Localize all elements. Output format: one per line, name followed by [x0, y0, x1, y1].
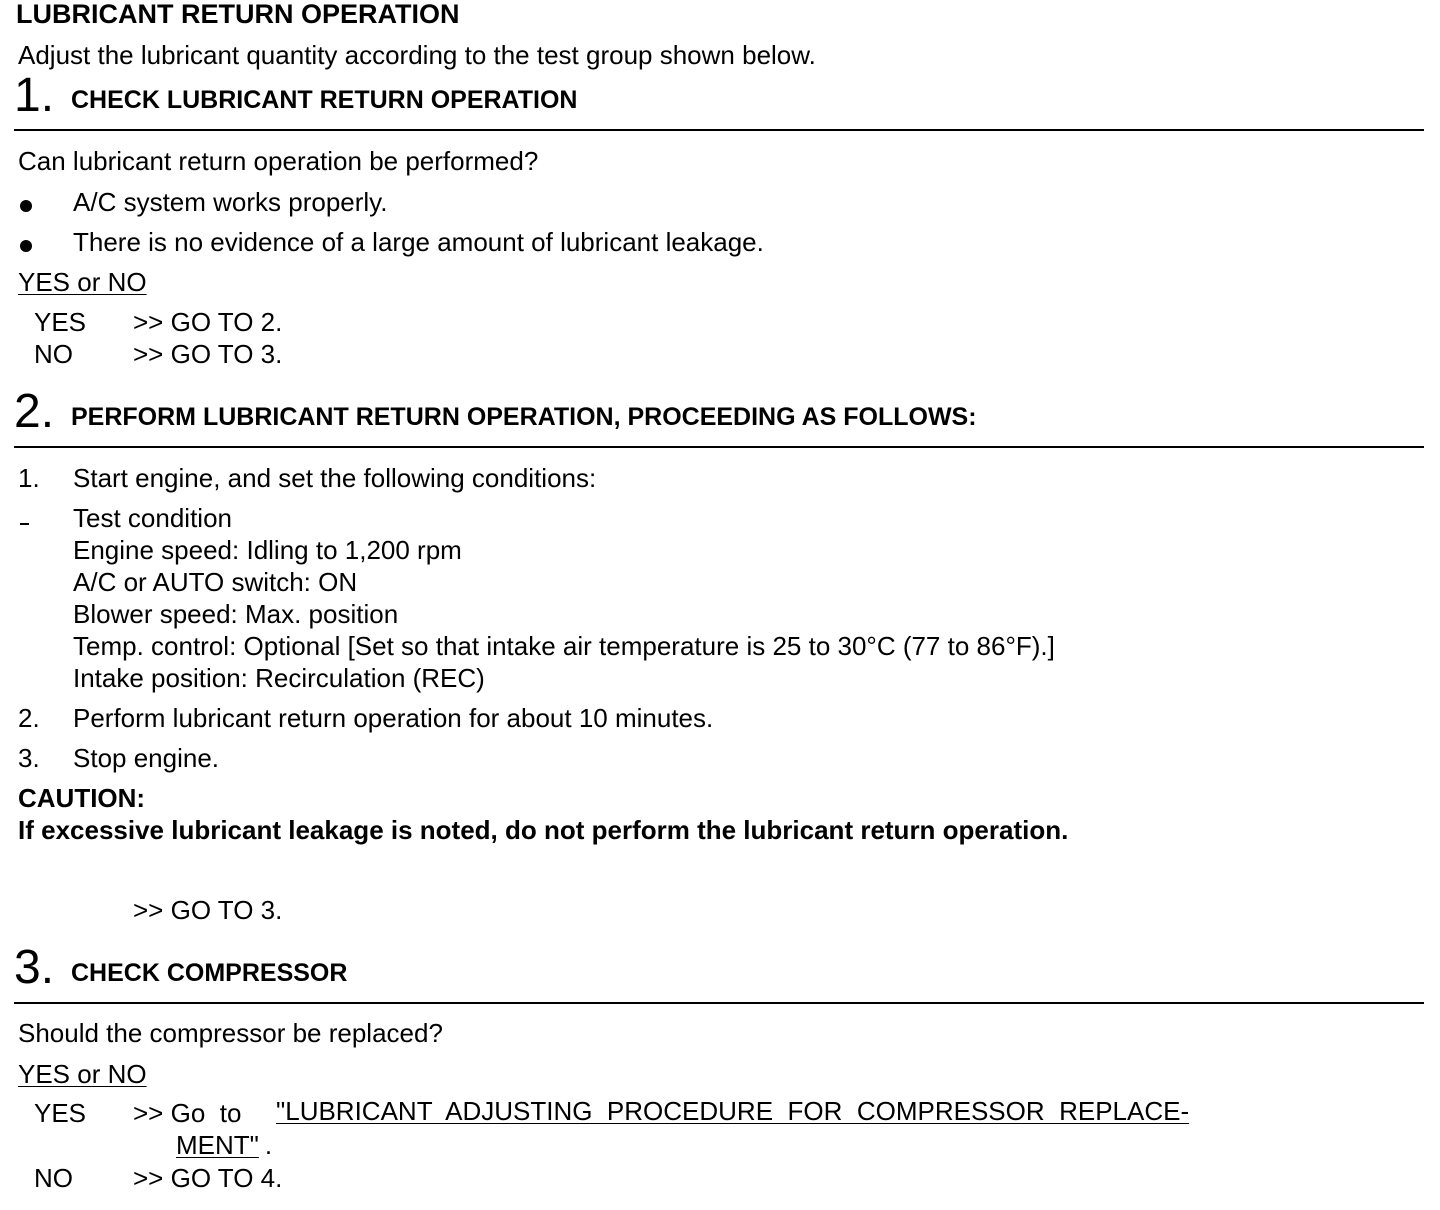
step-1-bullet: A/C system works properly.: [73, 187, 388, 217]
condition-line: A/C or AUTO switch: ON: [73, 567, 358, 597]
step-3-no-action: >> GO TO 4.: [133, 1163, 283, 1193]
yes-suffix: .: [264, 1130, 273, 1160]
caution-label: CAUTION:: [18, 783, 146, 813]
step-2-item-number: 1.: [18, 463, 40, 493]
step-1-number: 1.: [14, 69, 55, 122]
step-1-title: CHECK LUBRICANT RETURN OPERATION: [71, 86, 578, 114]
condition-line: Intake position: Recirculation (REC): [73, 663, 485, 693]
step-2-item-text: Stop engine.: [73, 743, 220, 773]
page-title: LUBRICANT RETURN OPERATION: [16, 0, 460, 29]
procedure-link[interactable]: "LUBRICANT ADJUSTING PROCEDURE FOR COMPRESSOR REPLACE-: [276, 1096, 1190, 1126]
step-1-no-action: >> GO TO 3.: [133, 339, 283, 369]
step-2-item-text: Perform lubricant return operation for about 10 minutes.: [73, 703, 714, 733]
step-3-yes-label: YES: [34, 1098, 87, 1128]
step-2-action: >> GO TO 3.: [133, 895, 283, 925]
step-3-no-label: NO: [34, 1163, 73, 1193]
step-2-item-text: Start engine, and set the following conditions:: [73, 463, 597, 493]
step-3-yes-prefix: >> Go to: [133, 1098, 242, 1128]
procedure-link-continued[interactable]: MENT": [176, 1130, 259, 1160]
step-2-title: PERFORM LUBRICANT RETURN OPERATION, PROCEEDING AS FOLLOWS:: [71, 403, 977, 431]
caution-text: If excessive lubricant leakage is noted, do not perform the lubricant return operation.: [18, 815, 1069, 845]
condition-line: Temp. control: Optional [Set so that intake air temperature is 25 to 30°C (77 to 86°F).]: [73, 631, 1055, 661]
step-2-item-number: 2.: [18, 703, 40, 733]
step-3-question: Should the compressor be replaced?: [18, 1018, 443, 1048]
step-1-yes-label: YES: [34, 307, 87, 337]
bullet-icon: [20, 240, 32, 252]
step-3-yes-no-label: YES or NO: [18, 1059, 147, 1089]
step-1-yes-action: >> GO TO 2.: [133, 307, 283, 337]
bullet-icon: [20, 200, 32, 212]
step-2-divider: [14, 446, 1424, 448]
step-3-divider: [14, 1002, 1424, 1004]
step-1-yes-no-label: YES or NO: [18, 267, 147, 297]
step-1-divider: [14, 129, 1424, 131]
step-2-number: 2.: [14, 385, 55, 438]
step-3-title: CHECK COMPRESSOR: [71, 959, 348, 987]
dash-icon: [20, 523, 29, 525]
step-1-question: Can lubricant return operation be performed?: [18, 146, 539, 176]
step-2-item-number: 3.: [18, 743, 40, 773]
intro-text: Adjust the lubricant quantity according to the test group shown below.: [18, 40, 816, 70]
step-1-no-label: NO: [34, 339, 73, 369]
step-3-number: 3.: [14, 941, 55, 994]
step-1-bullet: There is no evidence of a large amount of lubricant leakage.: [73, 227, 764, 257]
condition-line: Engine speed: Idling to 1,200 rpm: [73, 535, 462, 565]
condition-line: Blower speed: Max. position: [73, 599, 399, 629]
condition-line: Test condition: [73, 503, 232, 533]
